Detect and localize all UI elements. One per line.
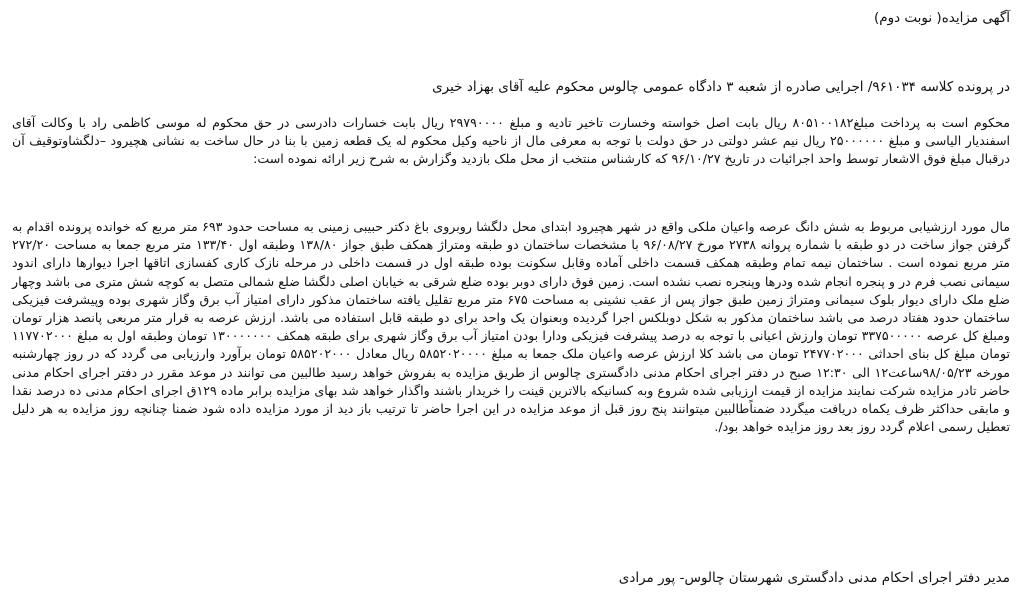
judgment-paragraph: محکوم است به پرداخت مبلغ۸۰۵۱۰۰۱۸۲ ریال بابت اصل خواسته وخسارت تاخیر تادیه و مبلغ ۲۹۷۹۰۰۰۰ ریال بابت خسارات دادرسی در حق محکوم له موسی کاظمی راد با وکالت آقای اسفندیار الیاسی و مبلغ ۲۵۰۰۰۰۰۰ ریال نیم عشر دولتی در حق دولت با توجه به معرفی مال از ناحیه وکیل محکوم له یک قطعه زمین با بنا در حال ساخت به نشانی هچیرود –دلگشاوتوقیف آن درقبال مبلغ فوق الاشعار توسط واحد اجرائیات در تاریخ ۹۶/۱۰/۲۷ که کارشناس منتخب از محل ملک بازدید وگزارش به شرح زیر ارائه نموده است:	[12, 115, 1011, 167]
property-description-paragraph: مال مورد ارزشیابی مربوط به شش دانگ عرصه واعیان ملکی واقع در شهر هچیرود ابتدای محل دلگشا روبروی باغ دکتر حبیبی زمینی به مساحت حدود ۶۹۳ متر مربع که خوانده پرونده اقدام به گرفتن جواز ساخت در دو طبقه با شماره پروانه ۲۷۳۸ مورخ ۹۶/۰۸/۲۷ با مشخصات ساختمان دو طبقه ومتراژ همکف طبق جواز ۱۳۸/۸۰ وطبقه اول ۱۳۳/۴۰ متر مربع جمعا به مساحت ۲۷۲/۲۰ متر مربع نموده است . ساختمان نیمه تمام وطبقه همکف قسمت داخلی آماده وقابل سکونت بوده طبقه اول در قسمت داخلی در مرحله نازک کاری کفسازی اتاقها اجرا دیوارها دارای اندود سیمانی نصب فرم در و پنجره انجام شده ودرها وپنجره نصب نشده است. زمین فوق دارای دوبر بوده ضلع شرقی به خیابان اصلی دلگشا ضلع شمالی متصل به کوچه شش متری می باشد وچهار ضلع ملک دارای دیوار بلوک سیمانی ومتراژ زمین طبق جواز پس از عقب نشینی به مساحت ۶۷۵ متر مربع تقلیل یافته ساختمان مذکور دارای امتیاز آب برق وگاز شهری بوده وپیشرفت فیزیکی ساختمان حدود هفتاد درصد می باشد ساختمان مذکور به شکل دوبلکس اجرا گردیده وبعنوان یک واحد برای دو طبقه قابل استفاده می باشد. ارزش عرصه به قرار متر مربعی پانصد هزار تومان ومبلغ کل عرصه ۳۳۷۵۰۰۰۰۰ تومان وارزش اعیانی با توجه به درصد پیشرفت فیزیکی ودارا بودن امتیاز آب برق وگاز شهری برای طبقه همکف ۱۳۰۰۰۰۰۰۰ تومان وطبقه اول به مبلغ ۱۱۷۷۰۲۰۰۰ تومان مبلغ کل بنای احداثی ۲۴۷۷۰۲۰۰۰ تومان می باشد کلا ارزش عرصه واعیان ملک جمعا به مبلغ ۵۸۵۲۰۲۰۰۰۰ ریال معادل ۵۸۵۲۰۲۰۰۰ تومان برآورد وارزیابی می گردد که در روز چهارشنبه مورخه ۹۸/۰۵/۲۳ساعت۱۲ الی ۱۲:۳۰ صبح در دفتر اجرای احکام مدنی دادگستری چالوس از طریق مزایده به بفروش خواهد رسید طالبین می توانند در موعد مقرر در دفتر اجرای احکام مدنی حاضر تادر مزایده شرکت نمایند مزایده از قیمت ارزیابی شده شروع وبه کسانیکه بالاترین قینت را خریدار باشند واگذار خواهد شد بهای مزایده برابر ماده ۱۲۹ق اجرای احکام مدنی ده درصد نقدا و مابقی حداکثر ظرف یکماه دریافت میگردد ضمناًطالبین میتوانند پنج روز قبل از موعد مزایده در این اجرا حاضر تا ترتیب باز دید از مورد مزایده داده شود ضمنا چنانچه روز مزایده به هر دلیل تعطیل رسمی اعلام گردد روز بعد روز مزایده خواهد بود/.	[12, 219, 1011, 435]
case-reference-line: در پرونده کلاسه ۹۶۱۰۳۴/ اجرایی صادره از شعبه ۳ دادگاه عمومی چالوس محکوم علیه آقای بهزاد خیری	[432, 79, 1010, 95]
signature-line: مدیر دفتر اجرای احکام مدنی دادگستری شهرستان چالوس- پور مرادی	[618, 570, 1010, 586]
notice-title: آگهی مزایده( نوبت دوم)	[873, 10, 1010, 26]
